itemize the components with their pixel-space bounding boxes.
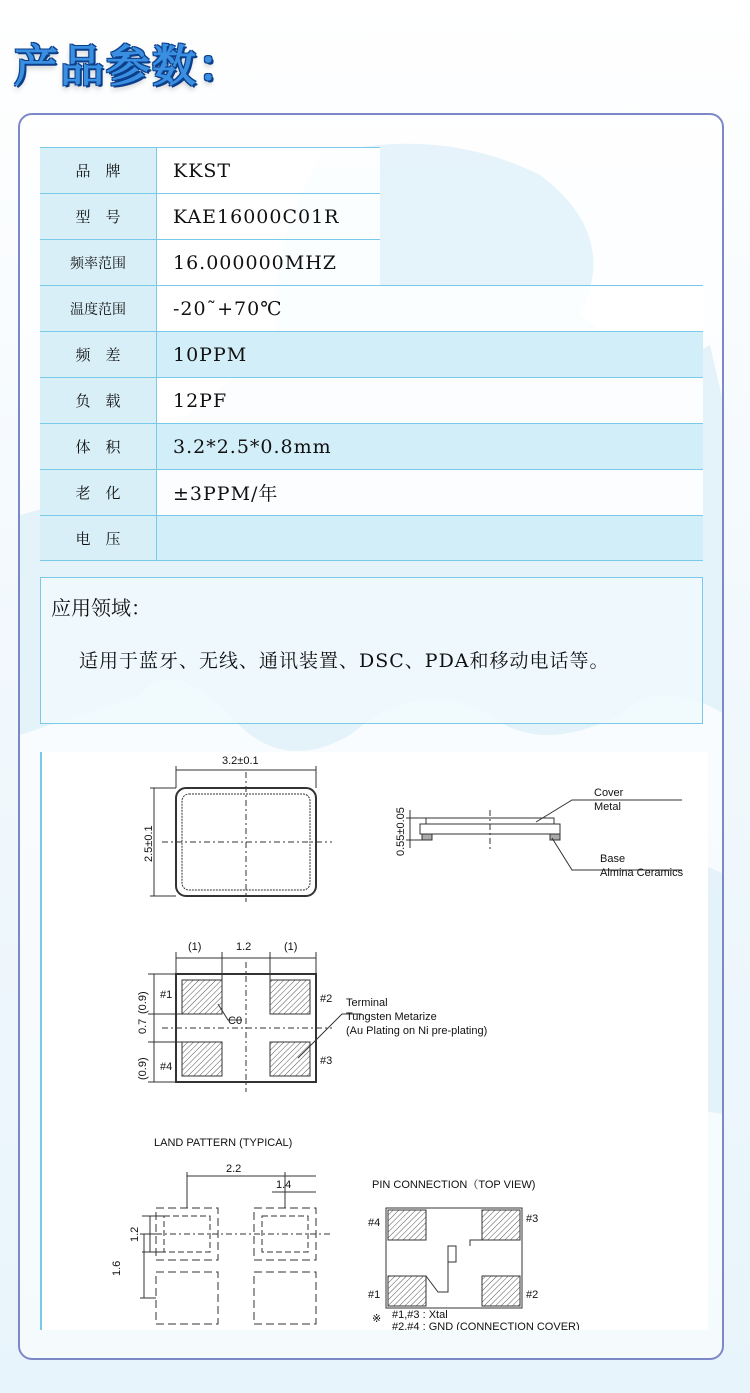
dimension-drawing [40, 752, 708, 1330]
note-mark: ※ [372, 1313, 382, 1325]
application-title: 应用领域： [51, 596, 151, 620]
pad-dim-top: (0.9) [137, 991, 149, 1014]
land-dim-14: 1.4 [276, 1179, 292, 1191]
spec-label: 电 压 [40, 516, 157, 560]
pin-label-4: #4 [160, 1061, 173, 1073]
pin-conn-label-4: #4 [368, 1217, 381, 1229]
spec-row-load [40, 377, 703, 423]
spec-label: 体 积 [40, 424, 157, 469]
pin-conn-label-1: #1 [368, 1289, 381, 1301]
pad-dim-left: (1) [188, 941, 202, 953]
pad-dim-mid: 1.2 [236, 941, 252, 953]
spec-label: 老 化 [40, 470, 157, 515]
spec-label: 负 载 [40, 378, 157, 423]
dim-thickness: 0.55±0.05 [395, 807, 407, 856]
technical-drawing [42, 752, 708, 1330]
cover-material: Metal [594, 801, 621, 813]
spec-row-aging [40, 469, 703, 515]
spec-value: KAE16000C01R [157, 194, 380, 239]
land-title: LAND PATTERN (TYPICAL) [154, 1137, 293, 1149]
note-line-2: #2,#4 : GND (CONNECTION COVER) [392, 1321, 580, 1330]
spec-row-model [40, 193, 380, 239]
pin-connection-title: PIN CONNECTION（TOP VIEW) [372, 1179, 536, 1191]
spec-label: 频 差 [40, 332, 157, 377]
pad-dim-bottom: (0.9) [137, 1057, 149, 1080]
spec-label: 频率范围 [40, 240, 157, 285]
dim-width: 3.2±0.1 [222, 755, 259, 767]
pad-dim-center: 0.7 [137, 1018, 149, 1034]
spec-value: 16.000000MHZ [157, 240, 380, 285]
terminal-label: Terminal [346, 997, 388, 1009]
cover-label: Cover [594, 787, 624, 799]
note-line-1: #1,#3 : Xtal [392, 1309, 448, 1321]
spec-row-tolerance [40, 331, 703, 377]
pad-dim-right: (1) [284, 941, 298, 953]
pin-label-2: #2 [320, 993, 333, 1005]
pin-label-1: #1 [160, 989, 173, 1001]
spec-value: 10PPM [157, 332, 703, 377]
land-dim-22: 2.2 [226, 1163, 242, 1175]
spec-label: 温度范围 [40, 286, 157, 331]
page-title: 产品参数： [14, 41, 244, 92]
spec-row-voltage [40, 515, 703, 561]
spec-label: 品 牌 [40, 148, 157, 193]
terminal-material: Tungsten Metarize [346, 1011, 437, 1023]
spec-row-frequency [40, 239, 380, 285]
spec-panel [18, 113, 724, 1360]
application-text: 适用于蓝牙、无线、通讯装置、DSC、PDA和移动电话等。 [79, 650, 610, 672]
spec-value: 3.2*2.5*0.8mm [157, 424, 703, 469]
application-box [40, 577, 703, 724]
pin-conn-label-2: #2 [526, 1289, 539, 1301]
spec-label: 型 号 [40, 194, 157, 239]
base-label: Base [600, 853, 626, 865]
chamfer-label: C0 [228, 1015, 243, 1027]
pin-conn-label-3: #3 [526, 1213, 539, 1225]
spec-row-temperature [40, 285, 703, 331]
spec-row-brand [40, 147, 380, 193]
land-dim-12: 1.2 [129, 1226, 141, 1242]
spec-value: ±3PPM/年 [157, 470, 703, 515]
terminal-plating: (Au Plating on Ni pre-plating) [346, 1025, 488, 1037]
spec-value: 12PF [157, 378, 703, 423]
spec-row-size [40, 423, 703, 469]
land-dim-16: 1.6 [111, 1260, 123, 1276]
dim-height: 2.5±0.1 [143, 825, 155, 862]
spec-value: KKST [157, 148, 380, 193]
spec-value [157, 516, 703, 560]
spec-value: -20˜+70℃ [157, 286, 703, 331]
pin-label-3: #3 [320, 1055, 333, 1067]
base-material: Almina Ceramics [600, 867, 684, 879]
